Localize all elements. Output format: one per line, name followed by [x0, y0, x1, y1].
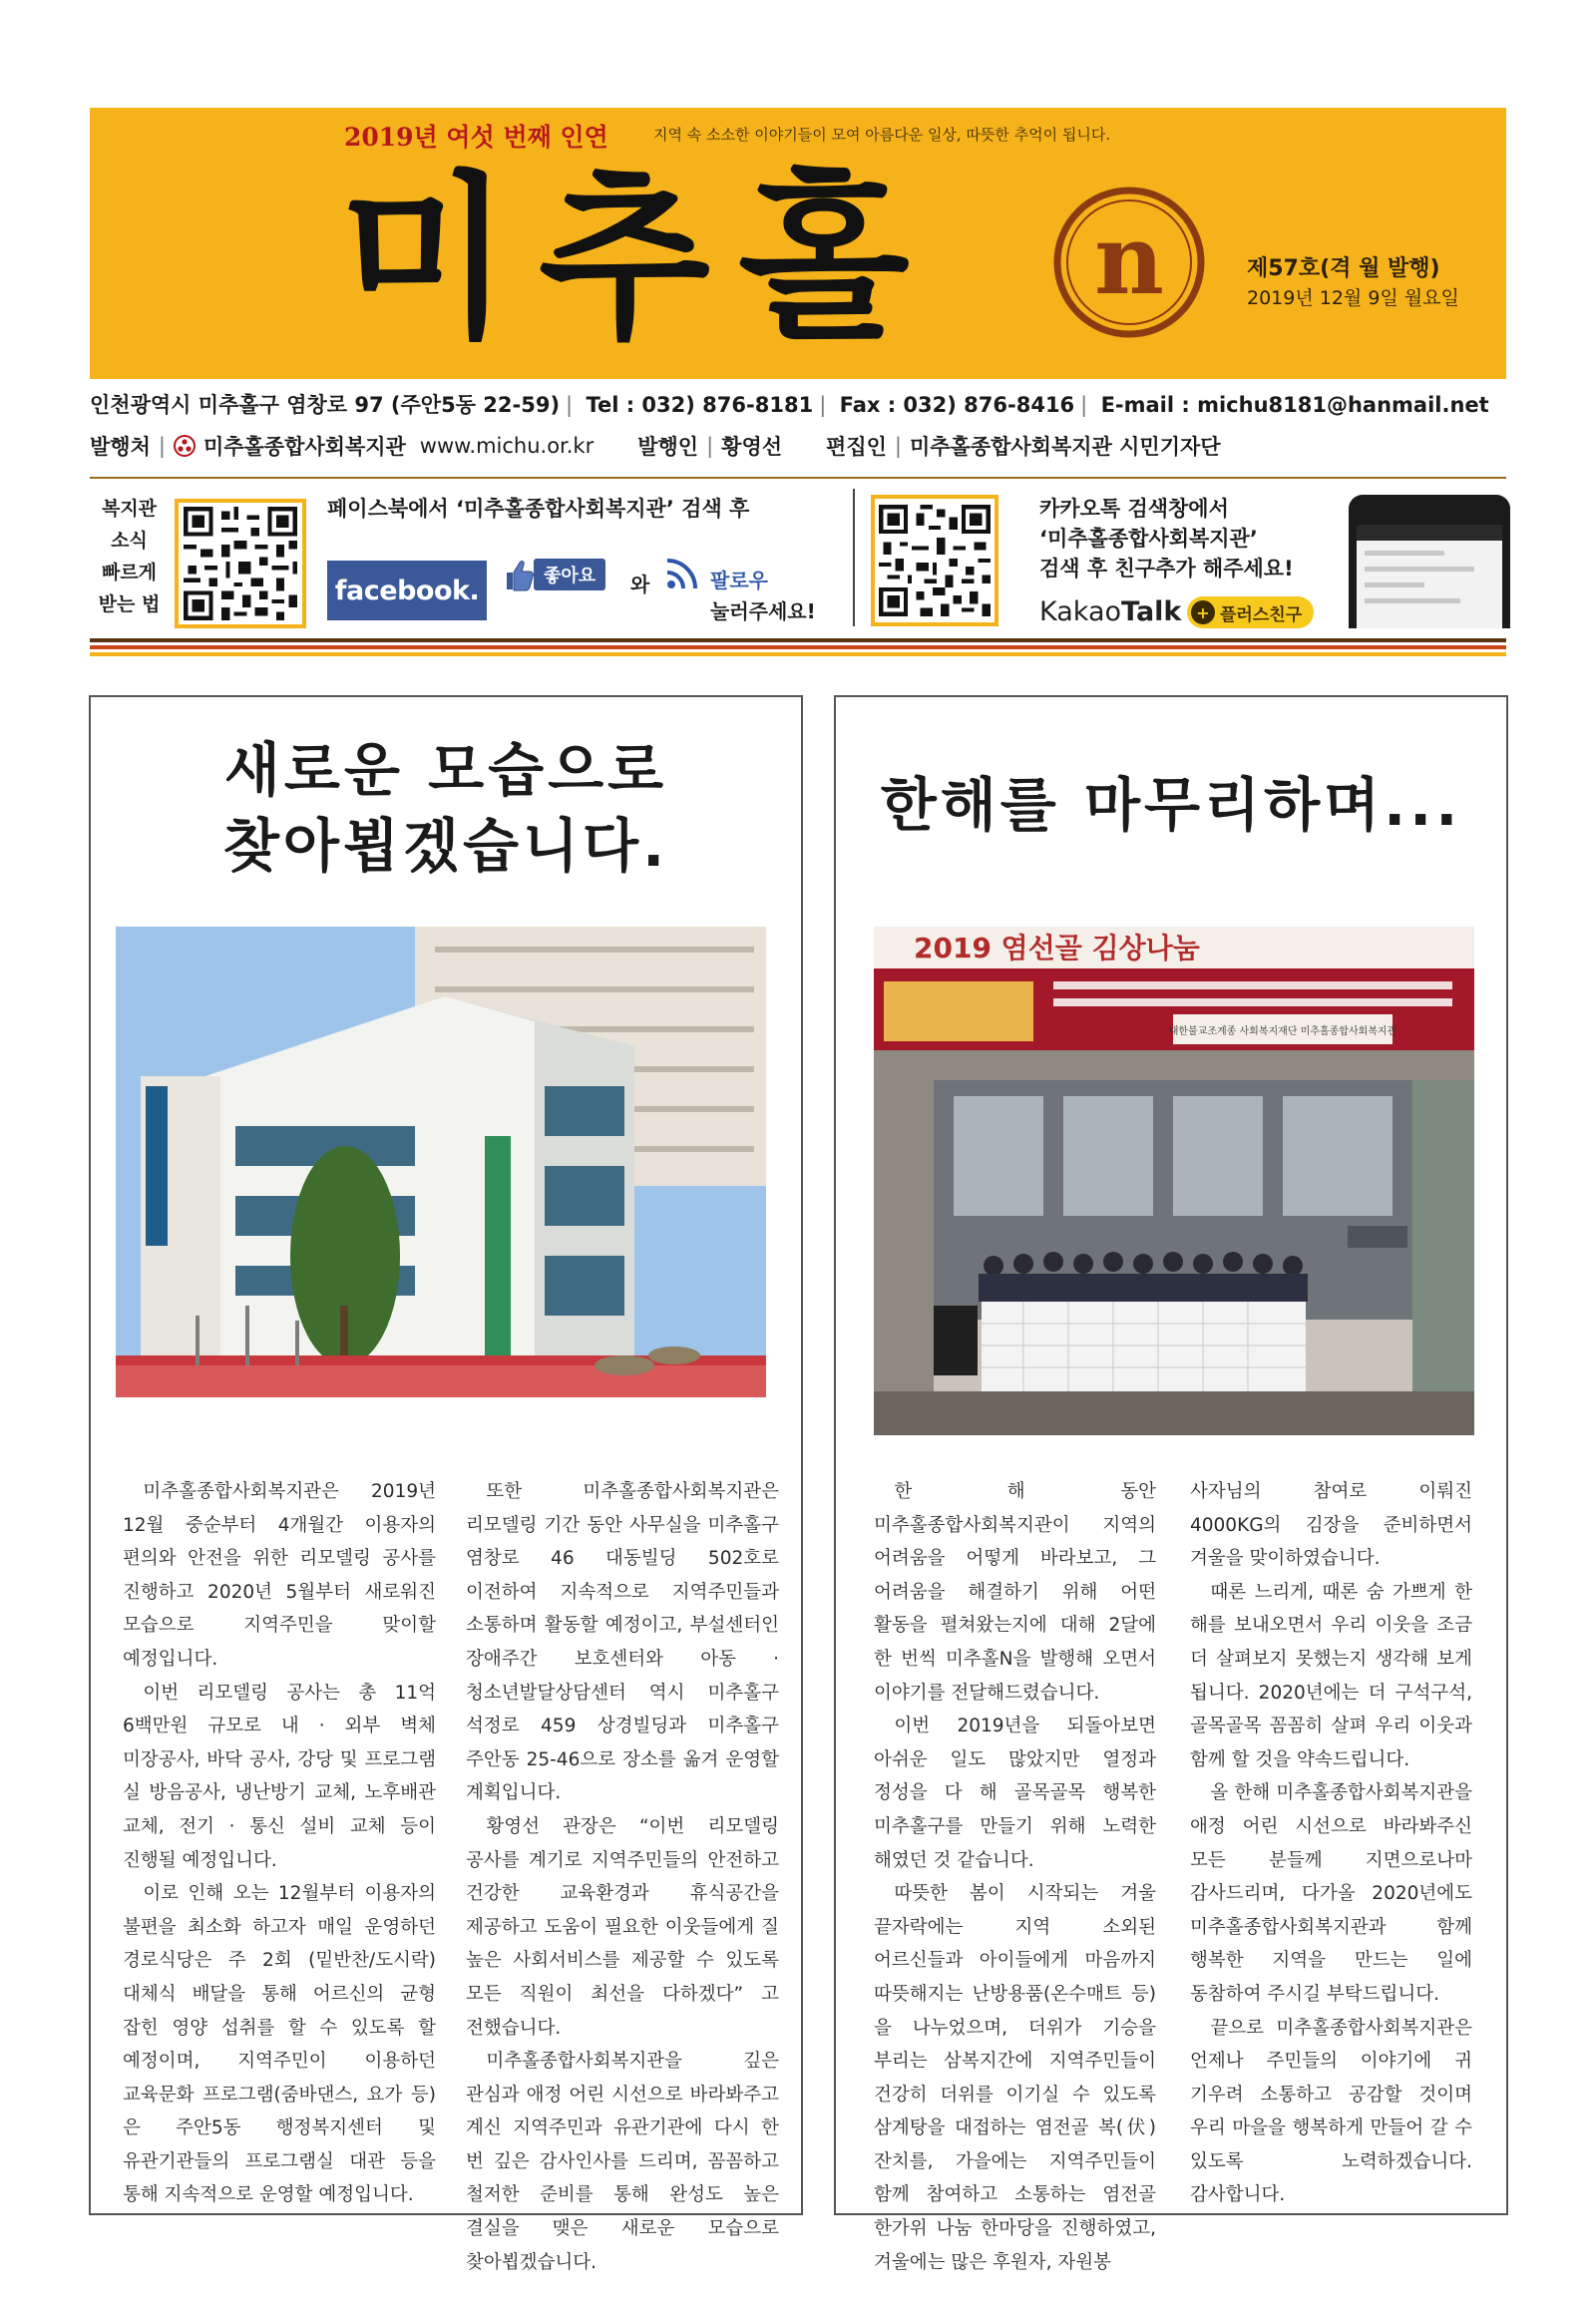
sns-guide-line: 받는 법	[98, 593, 161, 615]
paragraph-continued: 사자님의 참여로 이뤄진 4000KG의 김장을 준비하면서 겨울을 맞이하였습니다.	[1190, 1481, 1472, 1570]
sns-guide-line: 복지관	[101, 498, 158, 520]
paragraph: 끝으로 미추홀종합사회복지관은 언제나 주민들의 이야기에 귀 기우려 소통하고 공감할 것이며 우리 마을을 행복하게 만들어 갈 수 있도록 노력하겠습니다. 감사합니다.	[1190, 2017, 1472, 2206]
qr-code-icon	[179, 503, 302, 624]
address: 인천광역시 미추홀구 염창로 97 (주안5동 22-59)	[90, 393, 561, 417]
issue-date: 2019년 12월 9일 월요일	[1247, 287, 1459, 309]
stripe	[90, 638, 1506, 642]
paragraph: 한 해 동안 미추홀종합사회복지관이 지역의 어려움을 어떻게 바라보고, 그 어려움을 해결하기 위해 어떤 활동을 펼쳐왔는지에 대해 2달에 한 번씩 미추홀N을 발행해 오면서 이야기를 전달해드렸습니다.	[874, 1481, 1156, 1704]
paragraph: 이번 리모델링 공사는 총 11억 6백만원 규모로 내 · 외부 벽체 미장공사, 바닥 공사, 강당 및 프로그램 실 방음공사, 냉난방기 교체, 노후배관 교체, 전기 · 통신 설비 교체 등이 진행될 예정입니다.	[123, 1682, 436, 1871]
publisher-label: 발행처	[90, 435, 151, 459]
headline-line: 새로운 모습으로	[223, 736, 668, 804]
kakaotalk-logo	[1039, 596, 1181, 627]
sns-guide-label	[92, 493, 167, 620]
kakao-instruction-1: 카카오톡 검색창에서	[1039, 497, 1229, 521]
issue-number: 제57호(격 월 발행)	[1247, 256, 1440, 281]
plus-friend-label: 플러스친구	[1220, 604, 1303, 625]
kakao-instruction-3: 검색 후 친구추가 해주세요!	[1039, 557, 1294, 580]
email[interactable]: E-mail : michu8181@hanmail.net	[1100, 393, 1489, 417]
paragraph: 따뜻한 봄이 시작되는 겨울 끝자락에는 지역 소외된 어르신들과 아이들에게 마음까지 따뜻해지는 난방용품(온수매트 등)을 나누었으며, 더위가 기승을 부리는 삼복지간에 지역주민들이 건강히 더위를 이기실 수 있도록 삼계탕을 대접하는 염전골 복(伏) 잔치를, 가을에는 지역주민들이 함께 참여하고 소통하는 염전골 한가위 나눔 한마당을 진행하였고, 겨울에는 많은 후원자, 자원봉	[874, 1883, 1156, 2273]
motto: 지역 속 소소한 이야기들이 모여 아름다운 일상, 따뜻한 추억이 됩니다.	[653, 126, 1111, 144]
masthead	[90, 108, 1506, 379]
article-headline: 한해를 마무리하며...	[880, 771, 1462, 839]
article-column	[123, 1475, 436, 2279]
paragraph: 올 한해 미추홀종합사회복지관을 애정 어린 시선으로 바라봐주신 모든 분들께 지면으로나마 감사드리며, 다가올 2020년에도 미추홀종합사회복지관과 함께 행복한 지역을 만드는 일에 동참하여 주시길 부탁드립니다.	[1190, 1782, 1472, 2005]
editor-label: 편집인	[826, 435, 887, 459]
banner-text: 2019 염선골 김상나눔	[914, 932, 1200, 964]
stripe	[90, 652, 1506, 656]
sns-guide-line: 빠르게	[101, 562, 158, 583]
kimchi-event-photo	[874, 927, 1474, 1435]
phone-line	[1365, 598, 1460, 603]
building-illustration	[116, 927, 766, 1397]
article-body	[874, 1475, 1472, 2279]
facebook-logo[interactable]: facebook.	[327, 561, 487, 620]
paragraph: 이번 2019년을 되돌아보면 아쉬운 일도 많았지만 열정과 정성을 다 해 골목골목 행복한 미추홀구를 만들기 위해 노력한 해였던 것 같습니다.	[874, 1716, 1156, 1871]
like-button[interactable]	[504, 555, 623, 594]
n-logo-icon	[1052, 186, 1207, 340]
thumbs-up-icon	[504, 557, 534, 592]
rss-follow-icon	[663, 555, 701, 592]
logo-letter: n	[1094, 203, 1164, 316]
kakao-qr-code[interactable]	[871, 495, 998, 626]
paragraph: 때론 느리게, 때론 숨 가쁘게 한 해를 보내오면서 우리 이웃을 조금 더 살펴보지 못했는지 생각해 보게 됩니다. 2020년에는 더 구석구석, 골목골목 꼼꼼히 살펴 우리 이웃과 함께 할 것을 약속드립니다.	[1190, 1581, 1472, 1770]
decorative-stripes	[90, 638, 1506, 659]
paragraph: 이로 인해 오는 12월부터 이용자의 불편을 최소화 하고자 매일 운영하던 경로식당은 주 2회 (밑반찬/도시락) 대체식 배달을 통해 어르신의 균형 잡힌 영양 섭취를 할 수 있도록 할 예정이며, 지역주민이 이용하던 교육문화 프로그램(줌바댄스, 요가 등)은 주안5동 행정복지센터 및 유관기관들의 프로그램실 대관 등을 통해 지속적으로 운영할 예정입니다.	[123, 1883, 436, 2206]
editor: 미추홀종합사회복지관 시민기자단	[909, 435, 1221, 459]
paragraph: 황영선 관장은 “이번 리모델링 공사를 계기로 지역주민들의 안전하고 건강한 교육환경과 휴식공간을 제공하고 도움이 필요한 이웃들에게 질 높은 사회서비스를 제공할 수 있도록 모든 직원이 최선을 다하겠다” 고 전했습니다.	[466, 1815, 779, 2039]
kakao-brand-bold: Talk	[1121, 596, 1182, 627]
and-text: 와	[630, 573, 650, 596]
article-column	[1190, 1475, 1472, 2279]
issue-tag: 2019년 여섯 번째 인연	[344, 123, 608, 152]
issuer: 황영선	[721, 435, 783, 459]
follow-label[interactable]: 팔로우	[710, 569, 768, 592]
kakao-brand-light: Kakao	[1039, 596, 1122, 627]
article-renovation	[89, 695, 803, 2273]
phone-screen	[1357, 541, 1502, 628]
paragraph: 미추홀종합사회복지관은 2019년 12월 중순부터 4개월간 이용자의 편의와 안전을 위한 리모델링 공사를 진행하고 2020년 5월부터 새로워진 모습으로 지역주민을 맞이할 예정입니다.	[123, 1481, 436, 1670]
article-column	[874, 1475, 1156, 2279]
like-label: 좋아요	[534, 559, 605, 590]
facebook-qr-code[interactable]	[175, 499, 306, 628]
plus-icon: +	[1191, 600, 1215, 624]
publisher-line: 발행처 | 미추홀종합사회복지관 www.michu.or.kr 발행인 | 황영선 편집인 | 미추홀종합사회복지관 시민기자단	[90, 431, 1506, 461]
paragraph: 또한 미추홀종합사회복지관은 리모델링 기간 동안 사무실을 미추홀구 염창로 46 대동빌딩 502호로 이전하여 지속적으로 지역주민들과 소통하며 활동할 예정이고, 부설센터인 장애주간 보호센터와 아동 · 청소년발달상담센터 역시 미추홀구 석정로 459 상경빌딩과 미추홀구 주안동 25-46으로 장소를 옮겨 운영할 계획입니다.	[466, 1481, 779, 1804]
article-column	[466, 1475, 779, 2279]
kakao-instruction-2: ‘미추홀종합사회복지관’	[1039, 527, 1258, 551]
phone-line	[1365, 551, 1444, 556]
org-emblem-icon	[174, 435, 196, 457]
sns-guide-line: 소식	[111, 530, 148, 552]
paragraph: 미추홀종합사회복지관을 깊은 관심과 애정 어린 시선으로 바라봐주고 계신 지역주민과 유관기관에 다시 한 번 깊은 감사인사를 드리며, 꼼꼼하고 철저한 준비를 통해 완성도 높은 결실을 맺은 새로운 모습으로 찾아뵙겠습니다.	[466, 2051, 779, 2273]
article-year-end	[834, 695, 1508, 2273]
phone-line	[1365, 567, 1474, 572]
tel: Tel : 032) 876-8181	[586, 393, 814, 417]
publisher: 미추홀종합사회복지관	[202, 435, 406, 459]
divider	[90, 477, 1506, 479]
sign-text: 대한불교조계종 사회복지재단 미추홀종합사회복지관	[1168, 1026, 1397, 1037]
facebook-instruction: 페이스북에서 ‘미추홀종합사회복지관’ 검색 후	[327, 497, 750, 521]
fax: Fax : 032) 876-8416	[839, 393, 1075, 417]
qr-code-icon	[875, 499, 995, 622]
sns-divider	[853, 489, 855, 626]
website[interactable]: www.michu.or.kr	[419, 434, 595, 458]
plus-friend-badge[interactable]	[1187, 596, 1314, 628]
phone-line	[1365, 582, 1424, 587]
follow-instruction: 눌러주세요!	[710, 599, 816, 623]
headline-line: 찾아뵙겠습니다.	[222, 812, 669, 880]
phone-status-bar	[1357, 525, 1502, 541]
title-wrap	[339, 156, 938, 362]
article-headline	[91, 732, 801, 884]
contact-line: 인천광역시 미추홀구 염창로 97 (주안5동 22-59) | Tel : 032) 876-8181 | Fax : 032) 876-8416 | E-mail : michu8181@hanmail.net	[90, 393, 1489, 417]
phone-screenshot	[1349, 495, 1510, 628]
issuer-label: 발행인	[637, 435, 699, 459]
building-photo	[116, 927, 766, 1397]
newspaper-title: 미추홀	[339, 156, 938, 362]
stripe	[90, 645, 1506, 649]
article-body	[123, 1475, 779, 2279]
event-illustration	[874, 927, 1474, 1435]
